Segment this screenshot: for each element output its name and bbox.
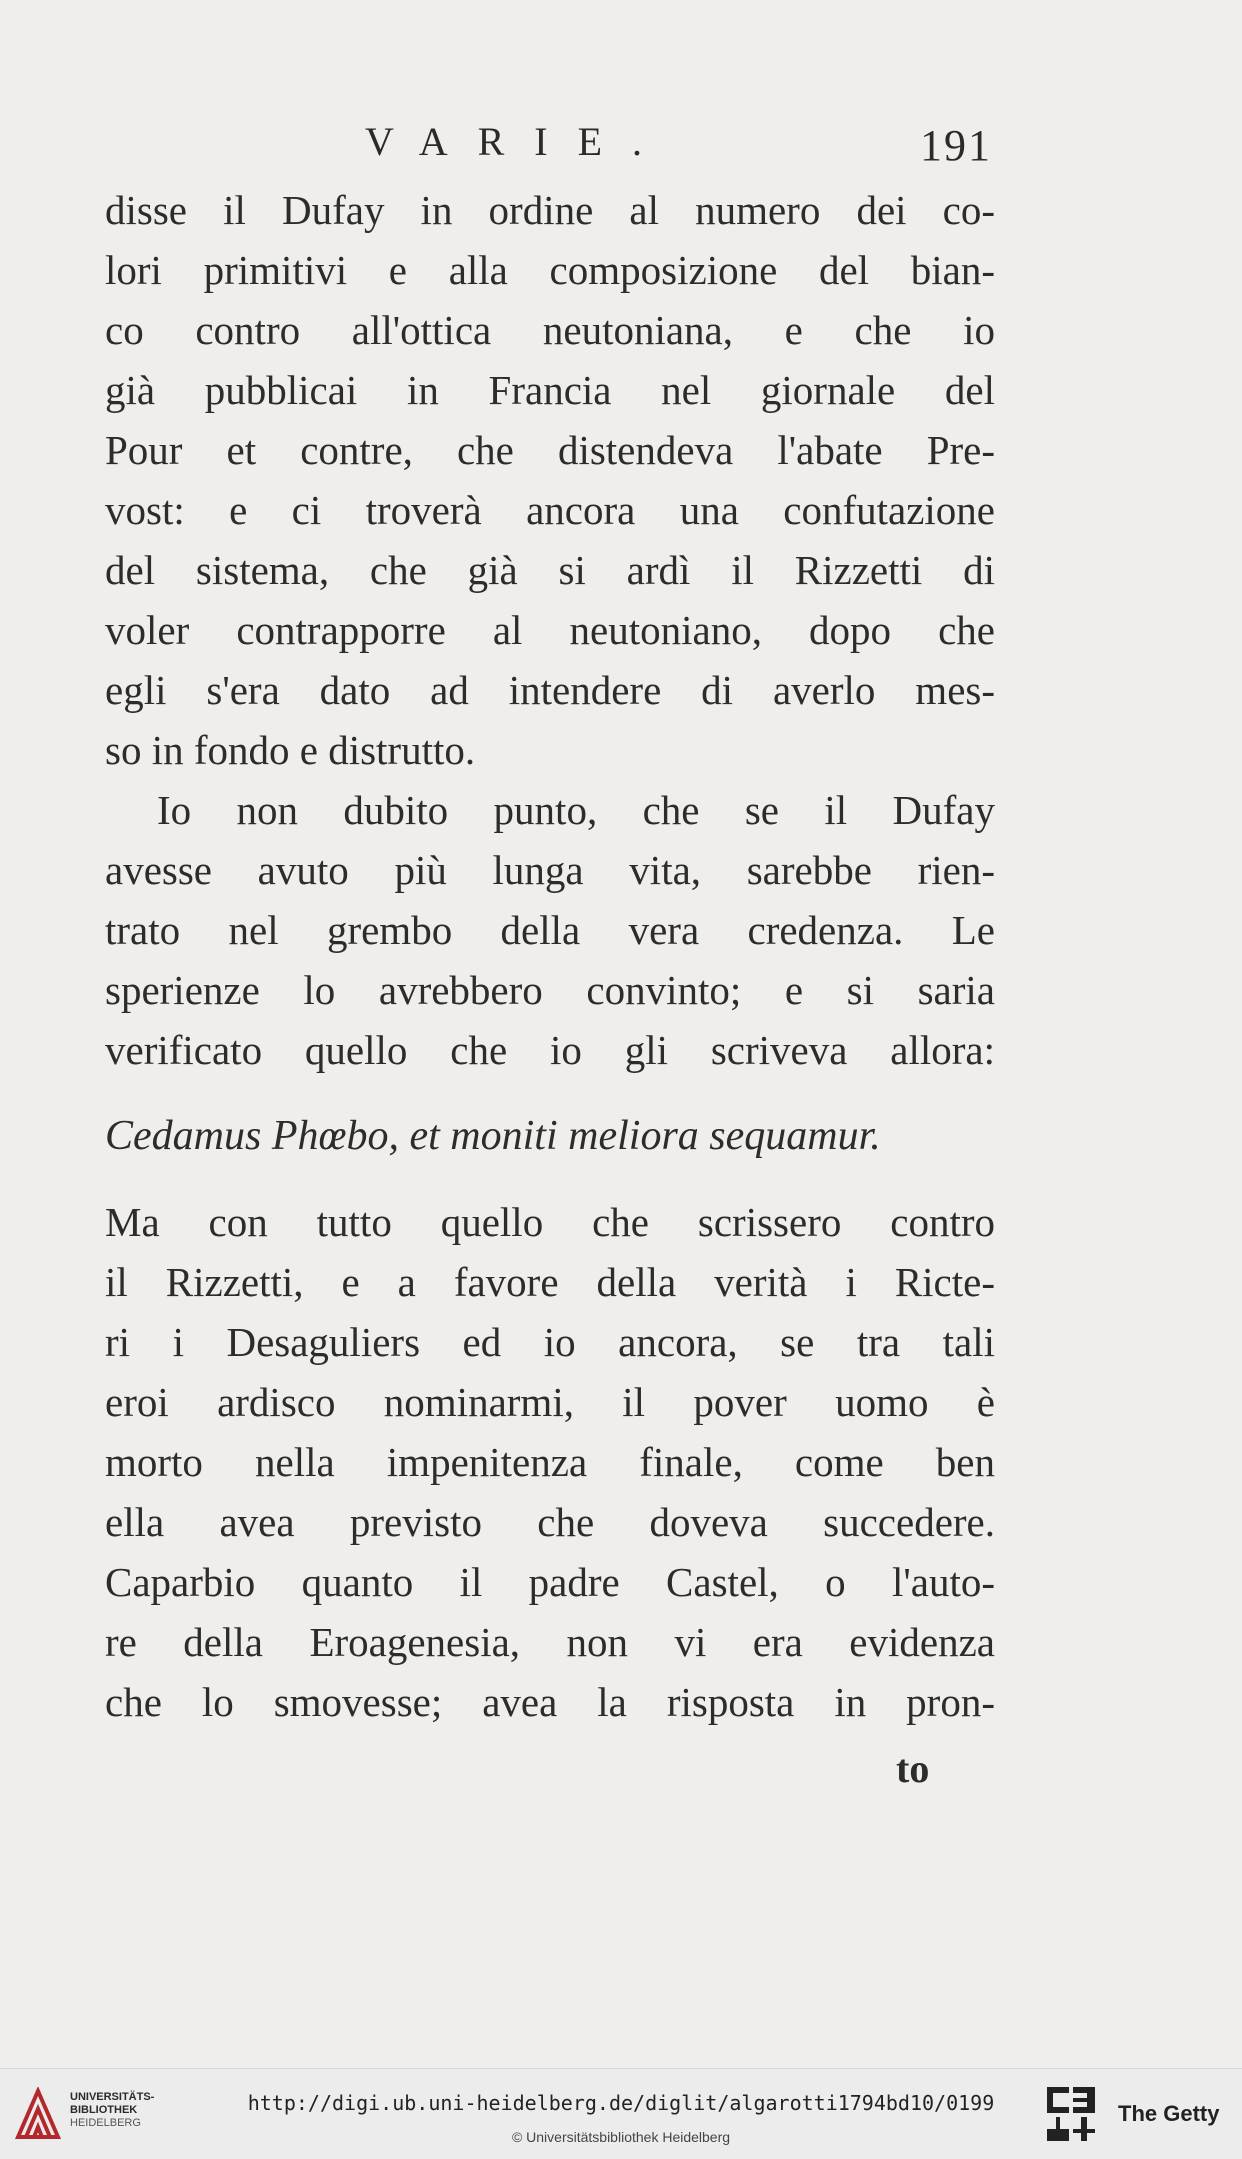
body-text bbox=[105, 180, 995, 1732]
catchword: to bbox=[896, 1746, 930, 1791]
text-line: re della Eroagenesia, non vi era evidenza bbox=[105, 1619, 995, 1665]
library-name-line: HEIDELBERG bbox=[70, 2117, 141, 2129]
text-line: già pubblicai in Francia nel giornale del bbox=[105, 367, 995, 413]
page-number: 191 bbox=[920, 121, 992, 170]
copyright-notice: © Universitätsbibliothek Heidelberg bbox=[511, 2129, 731, 2145]
text-line: ri i Desaguliers ed io ancora, se tra tali bbox=[105, 1319, 995, 1365]
latin-verse: Cedamus Phœbo, et moniti meliora sequamur. bbox=[105, 1113, 881, 1159]
text-line: so in fondo e distrutto. bbox=[105, 727, 476, 773]
text-line: morto nella impenitenza finale, come ben bbox=[105, 1439, 995, 1485]
page-header bbox=[0, 118, 1242, 178]
text-line: Pour et contre, che distendeva l'abate Pre- bbox=[105, 427, 995, 473]
viewer-footer bbox=[0, 2068, 1242, 2159]
permalink-url[interactable]: http://digi.ub.uni-heidelberg.de/diglit/algarotti1794bd10/0199 bbox=[247, 2091, 995, 2115]
library-name-line: UNIVERSITÄTS- bbox=[70, 2091, 155, 2103]
text-line: ella avea previsto che doveva succedere. bbox=[105, 1499, 995, 1545]
library-name-line: BIBLIOTHEK bbox=[70, 2104, 138, 2116]
text-line: vost: e ci troverà ancora una confutazione bbox=[105, 487, 995, 533]
getty-label: The Getty bbox=[1118, 2101, 1220, 2126]
text-line: egli s'era dato ad intendere di averlo mes- bbox=[105, 667, 995, 713]
text-line: eroi ardisco nominarmi, il pover uomo è bbox=[105, 1379, 995, 1425]
text-line: disse il Dufay in ordine al numero dei co- bbox=[105, 187, 995, 233]
text-line: sperienze lo avrebbero convinto; e si saria bbox=[105, 967, 995, 1013]
running-title: VARIE. bbox=[365, 119, 673, 164]
text-line: che lo smovesse; avea la risposta in pron- bbox=[105, 1679, 995, 1725]
getty-logo-icon[interactable] bbox=[1045, 2085, 1097, 2143]
text-line: verificato quello che io gli scriveva allora: bbox=[105, 1027, 995, 1073]
text-line: trato nel grembo della vera credenza. Le bbox=[105, 907, 995, 953]
text-line: il Rizzetti, e a favore della verità i Ricte- bbox=[105, 1259, 995, 1305]
text-line: co contro all'ottica neutoniana, e che io bbox=[105, 307, 995, 353]
text-line: Io non dubito punto, che se il Dufay bbox=[157, 787, 995, 833]
text-line: Ma con tutto quello che scrissero contro bbox=[105, 1199, 995, 1245]
text-line: Caparbio quanto il padre Castel, o l'auto- bbox=[105, 1559, 995, 1605]
text-line: lori primitivi e alla composizione del bian- bbox=[105, 247, 995, 293]
text-line: del sistema, che già si ardì il Rizzetti di bbox=[105, 547, 995, 593]
text-line: voler contrapporre al neutoniano, dopo che bbox=[105, 607, 995, 653]
text-line: avesse avuto più lunga vita, sarebbe rien- bbox=[105, 847, 995, 893]
